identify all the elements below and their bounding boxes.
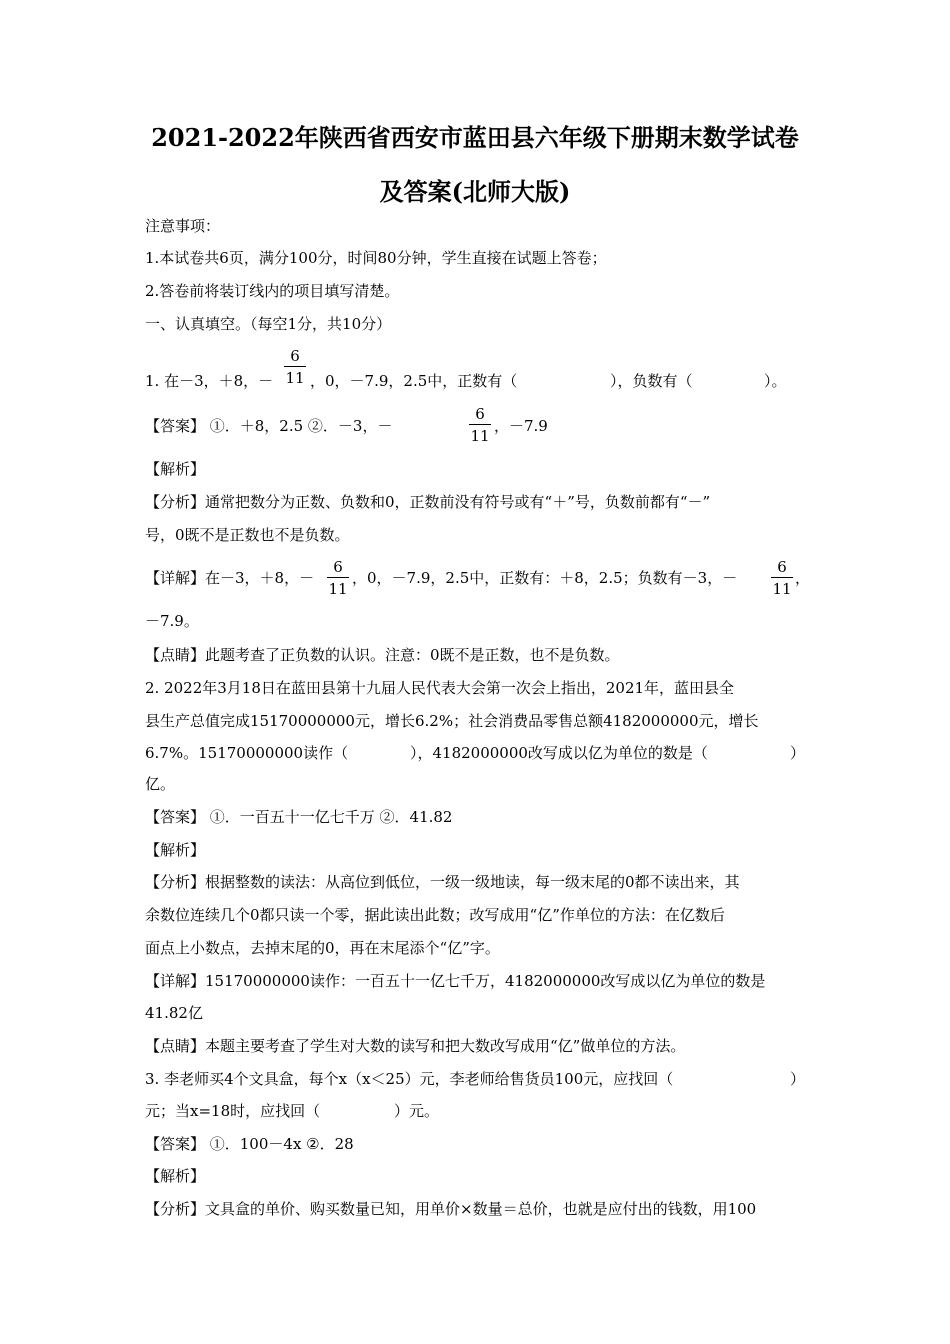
q2-answer: 【答案】 ①．一百五十一亿七千万 ②．41.82 [145,808,453,826]
q1-detail-fraction-1 [327,558,349,598]
q2-line-1: 2. 2022年3月18日在蓝田县第十九届人民代表大会第一次会上指出，2021年，蓝田县全 [145,679,735,697]
fraction-numerator: 6 [475,405,485,423]
q2-line-2: 县生产总值完成15170000000元，增长6.2%；社会消费品零售总额4182000000元，增长 [145,712,759,730]
q1-stem-part-b: ，0，－7.9，2.5中，正数有（ [310,372,518,390]
notes-heading: 注意事项： [145,217,221,235]
fraction-denominator: 11 [328,580,348,598]
fraction-bar [284,366,306,367]
document-title-line-1: 2021-2022年陕西省西安市蓝田县六年级下册期末数学试卷 [151,123,799,152]
q1-stem-part-d: ）。 [764,372,787,390]
q1-stem-fraction [284,347,306,387]
note-1: 1.本试卷共6页，满分100分，时间80分钟，学生直接在试题上答卷； [145,249,607,267]
q1-analysis-line-1: 【分析】通常把数分为正数、负数和0，正数前没有符号或有“＋”号，负数前都有“－” [145,493,711,511]
q3-line-1-part-b: ） [790,1070,806,1088]
fraction-denominator: 11 [772,580,792,598]
q3-line-2-part-b: ）元。 [394,1102,440,1120]
fraction-bar [469,424,491,425]
q1-answer-part-a: 【答案】 ①．＋8，2.5 ②．－3，－ [145,417,393,435]
q3-line-1-part-a: 3. 李老师买4个文具盒，每个x（x＜25）元，李老师给售货员100元，应找回（ [145,1070,674,1088]
q1-analysis-line-2: 号，0既不是正数也不是负数。 [145,526,350,544]
q2-line-4: 亿。 [145,775,176,793]
q2-line-3-part-b: ），4182000000改写成以亿为单位的数是（ [410,744,708,762]
fraction-bar [771,577,793,578]
q1-answer-fraction [469,405,491,445]
fraction-denominator: 11 [470,427,490,445]
q1-detail-part-a: 【详解】在－3，＋8，－ [145,569,315,587]
q2-detail-line-1: 【详解】15170000000读作：一百五十一亿七千万，4182000000改写成以亿为单位的数是 [145,972,766,990]
q1-stem-part-a: 1. 在－3，＋8，－ [145,372,274,390]
q1-detail-part-b: ，0，－7.9，2.5中，正数有：＋8，2.5；负数有－3，－ [352,569,738,587]
q3-answer: 【答案】 ①．100－4x ②．28 [145,1135,354,1153]
fraction-numerator: 6 [290,347,300,365]
q2-detail-line-2: 41.82亿 [145,1004,203,1022]
q2-jiexi-label: 【解析】 [145,841,206,859]
q2-analysis-line-3: 面点上小数点，去掉末尾的0，再在末尾添个“亿”字。 [145,939,500,957]
fraction-numerator: 6 [333,558,343,576]
q2-line-3-part-c: ） [790,744,806,762]
q3-line-2-part-a: 元；当x=18时，应找回（ [145,1102,321,1120]
q1-detail-part-c: ， [795,569,811,587]
section-1-heading: 一、认真填空。（每空1分，共10分） [145,315,392,333]
q1-jiexi-label: 【解析】 [145,460,206,478]
q2-analysis-line-1: 【分析】根据整数的读法：从高位到低位，一级一级地读，每一级末尾的0都不读出来，其 [145,873,740,891]
fraction-denominator: 11 [285,369,305,387]
q1-comment: 【点睛】此题考查了正负数的认识。注意：0既不是正数，也不是负数。 [145,646,620,664]
q1-detail-fraction-2 [771,558,793,598]
fraction-bar [327,577,349,578]
q1-detail-line-2: －7.9。 [145,612,199,630]
q1-stem-part-c: ），负数有（ [610,372,693,390]
q1-answer-part-b: ，－7.9 [494,417,548,435]
fraction-numerator: 6 [777,558,787,576]
q3-analysis-line-1: 【分析】文具盒的单价、购买数量已知，用单价×数量＝总价，也就是应付出的钱数，用100 [145,1200,757,1218]
q3-jiexi-label: 【解析】 [145,1167,206,1185]
q2-comment: 【点睛】本题主要考查了学生对大数的读写和把大数改写成用“亿”做单位的方法。 [145,1037,686,1055]
q2-line-3-part-a: 6.7%。15170000000读作（ [145,744,349,762]
q2-analysis-line-2: 余数位连续几个0都只读一个零，据此读出此数；改写成用“亿”作单位的方法：在亿数后 [145,906,725,924]
note-2: 2.答卷前将装订线内的项目填写清楚。 [145,282,400,300]
document-title-line-2: 及答案(北师大版) [379,177,571,206]
